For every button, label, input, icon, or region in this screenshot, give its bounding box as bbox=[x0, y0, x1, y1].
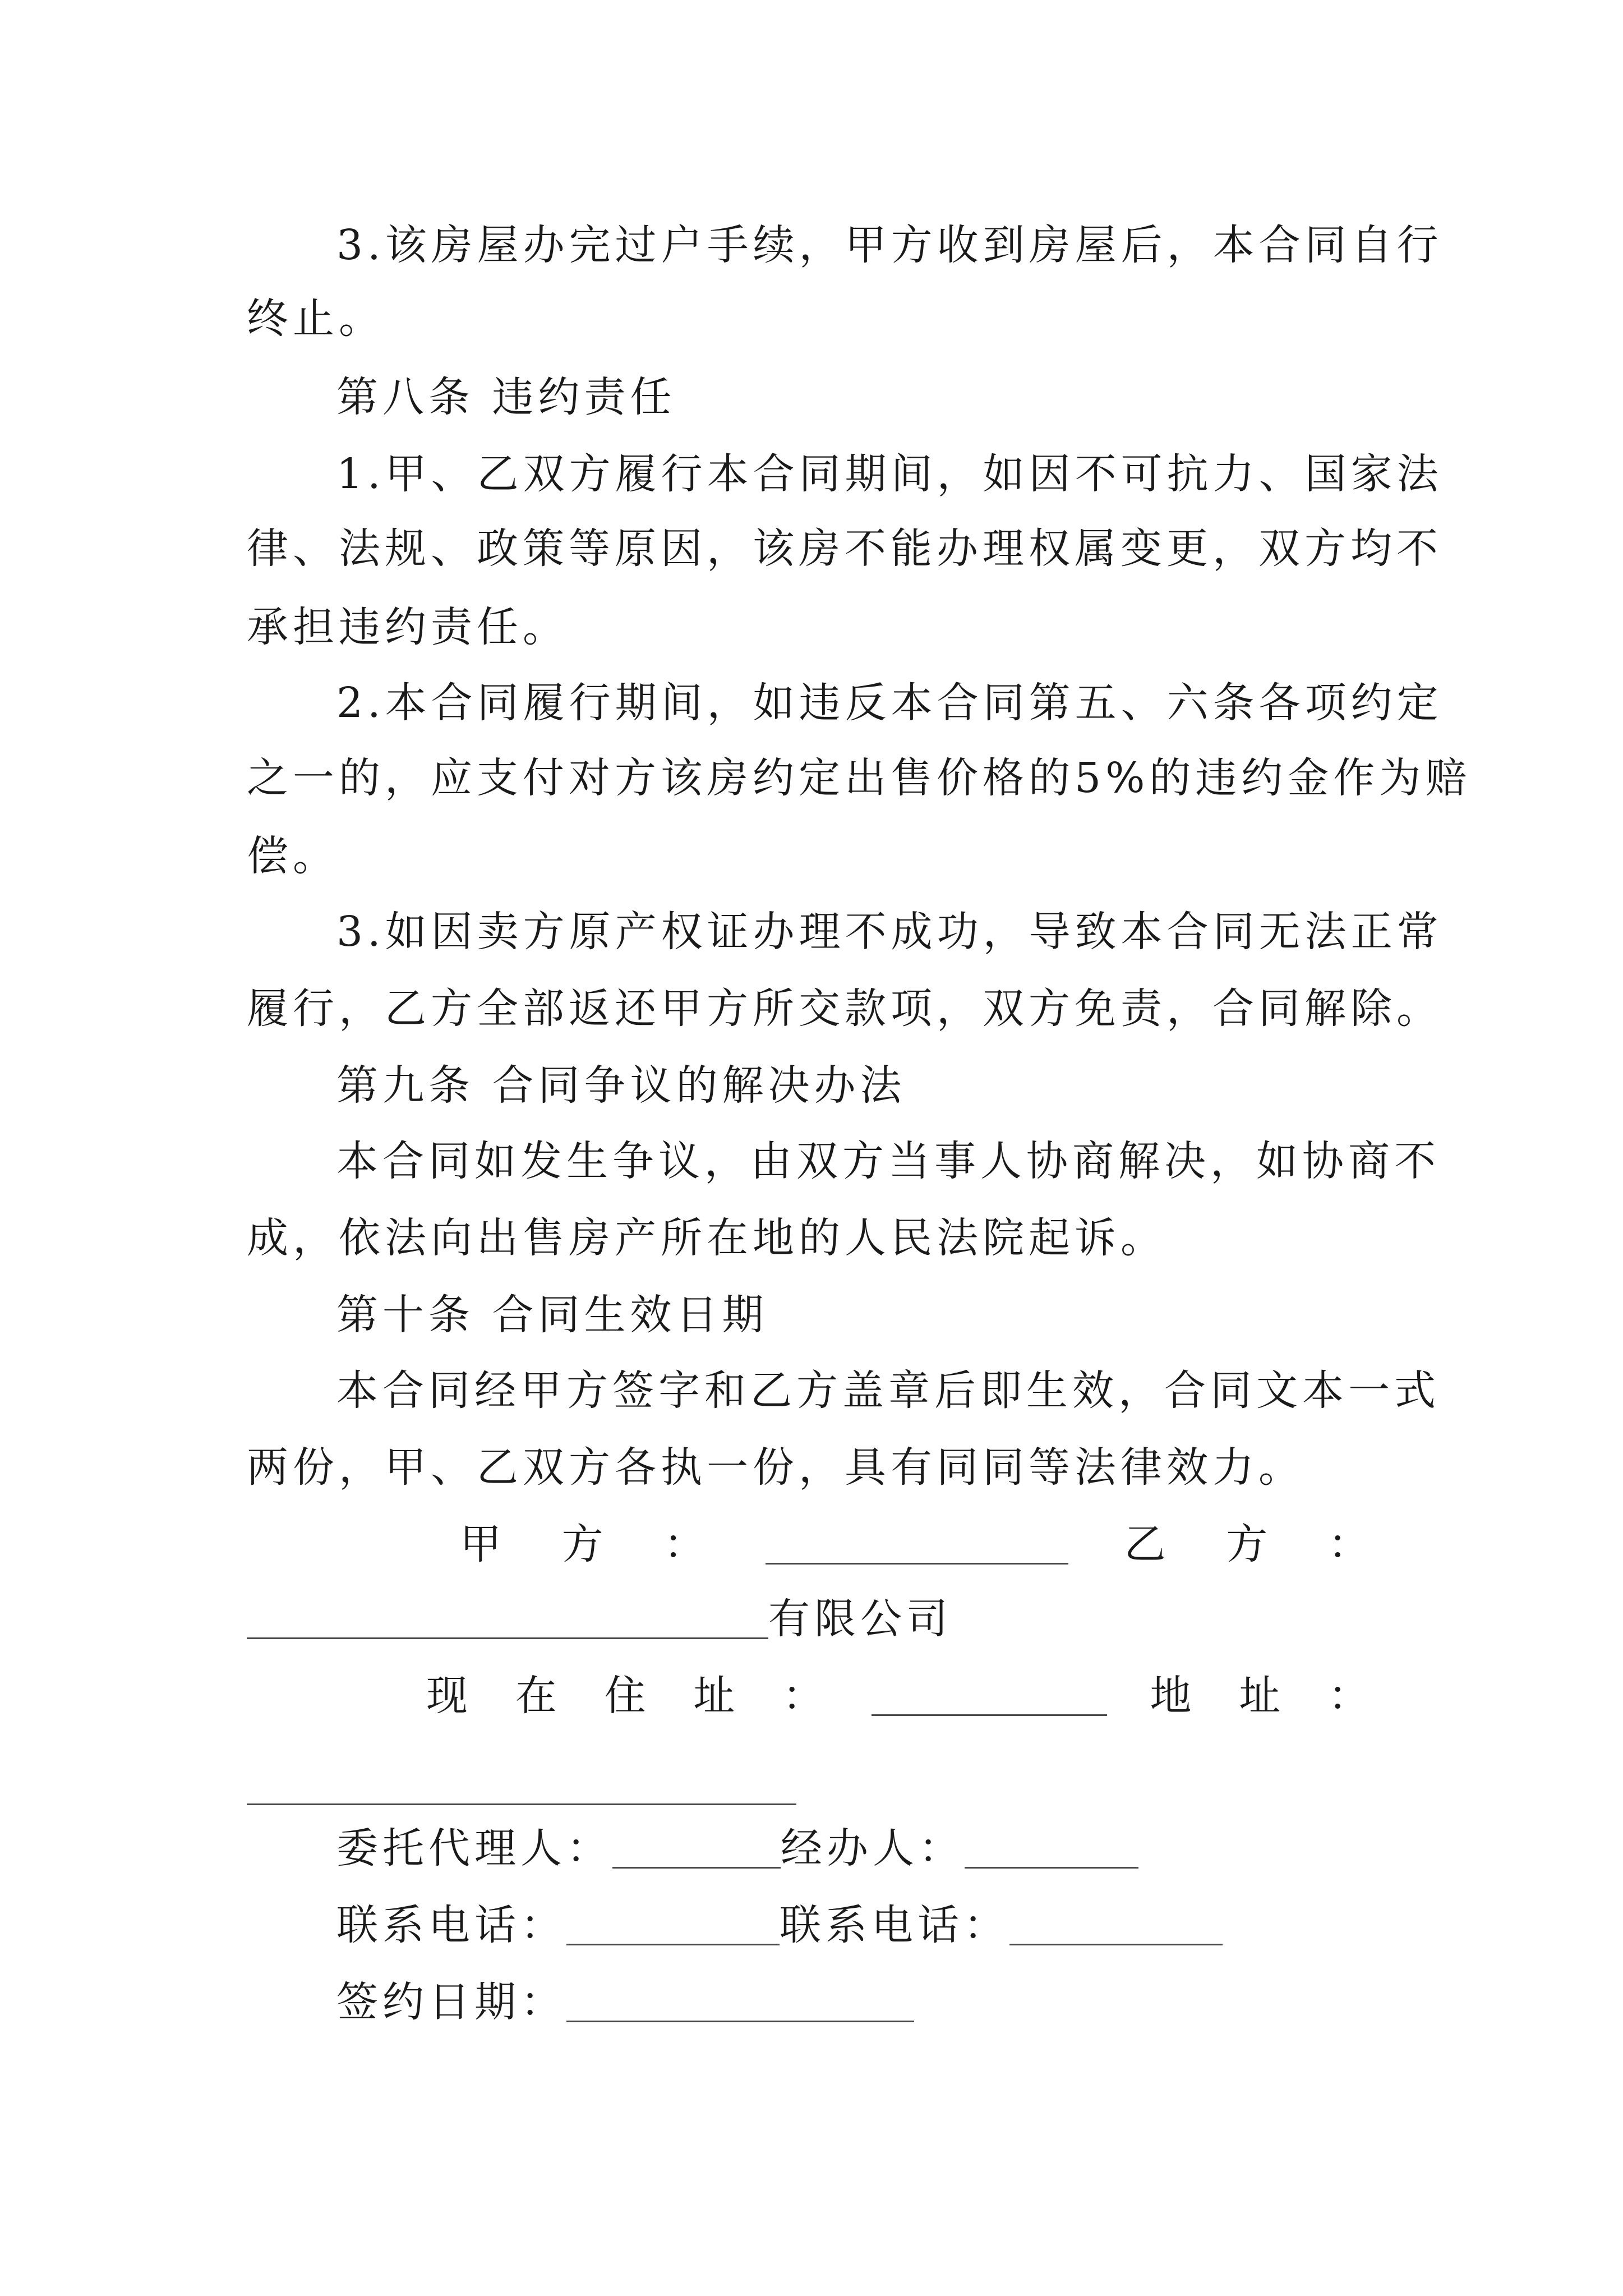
section10-heading: 第十条 合同生效日期 bbox=[336, 1291, 768, 1339]
agent-label: 委托代理人： bbox=[336, 1824, 612, 1872]
section8-item2-line2: 之一的，应支付对方该房约定出售价格的5%的违约金作为赔 bbox=[247, 754, 1472, 802]
party-b-company-field[interactable] bbox=[247, 1598, 768, 1639]
agent-field[interactable] bbox=[612, 1828, 781, 1869]
section9-body-line2: 成，依法向出售房产所在地的人民法院起诉。 bbox=[247, 1214, 1166, 1262]
section8-item2-line1: 2.本合同履行期间，如违反本合同第五、六条各项约定 bbox=[336, 679, 1443, 727]
section8-item3-line2: 履行，乙方全部返还甲方所交款项，双方免责，合同解除。 bbox=[247, 984, 1442, 1033]
section8-heading: 第八条 违约责任 bbox=[336, 373, 676, 421]
party-b-char-3: ： bbox=[1327, 1520, 1374, 1568]
party-a-name-field[interactable] bbox=[766, 1524, 1068, 1565]
address-a-char-5: ： bbox=[782, 1672, 828, 1720]
phone-b-field[interactable] bbox=[1009, 1904, 1223, 1945]
phone-row bbox=[336, 1897, 1223, 1953]
party-b-address-field[interactable] bbox=[247, 1803, 796, 1805]
address-a-char-4: 址 bbox=[693, 1672, 740, 1720]
section10-body-line1: 本合同经甲方签字和乙方盖章后即生效，合同文本一式 bbox=[336, 1366, 1440, 1415]
phone-b-label: 联系电话： bbox=[780, 1901, 1009, 1949]
date-label: 签约日期： bbox=[336, 1978, 566, 2026]
company-row bbox=[247, 1591, 952, 1647]
company-suffix: 有限公司 bbox=[768, 1595, 952, 1643]
section8-item1-line3: 承担违约责任。 bbox=[247, 603, 569, 651]
section9-heading: 第九条 合同争议的解决办法 bbox=[336, 1061, 906, 1110]
signature-party-row bbox=[460, 1516, 1374, 1572]
section8-item1-line2: 律、法规、政策等原因，该房不能办理权属变更，双方均不 bbox=[247, 524, 1442, 573]
section7-item3-line1: 3.该房屋办完过户手续，甲方收到房屋后，本合同自行 bbox=[336, 221, 1443, 269]
date-row bbox=[336, 1974, 914, 2030]
phone-a-field[interactable] bbox=[566, 1904, 780, 1945]
address-b-char-1: 地 bbox=[1150, 1672, 1196, 1720]
address-b-char-2: 址 bbox=[1239, 1672, 1285, 1720]
section8-item3-line1: 3.如因卖方原产权证办理不成功，导致本合同无法正常 bbox=[336, 908, 1443, 956]
address-a-char-1: 现 bbox=[426, 1672, 472, 1720]
address-row bbox=[426, 1668, 1374, 1724]
party-a-char-3: ： bbox=[663, 1520, 710, 1568]
section9-body-line1: 本合同如发生争议，由双方当事人协商解决，如协商不 bbox=[336, 1137, 1440, 1185]
section10-body-line2: 两份，甲、乙双方各执一份，具有同同等法律效力。 bbox=[247, 1443, 1304, 1492]
party-a-address-field[interactable] bbox=[872, 1675, 1107, 1716]
section8-item2-line3: 偿。 bbox=[247, 832, 339, 880]
address-b-char-3: ： bbox=[1328, 1672, 1374, 1720]
party-b-char-1: 乙 bbox=[1124, 1520, 1170, 1568]
party-a-char-1: 甲 bbox=[460, 1520, 506, 1568]
section8-item1-line1: 1.甲、乙双方履行本合同期间，如因不可抗力、国家法 bbox=[336, 450, 1443, 498]
party-b-char-2: 方 bbox=[1226, 1520, 1272, 1568]
address-a-char-3: 住 bbox=[604, 1672, 651, 1720]
handler-field[interactable] bbox=[965, 1828, 1138, 1869]
sign-date-field[interactable] bbox=[566, 1981, 914, 2022]
section7-item3-line2: 终止。 bbox=[247, 295, 385, 343]
phone-a-label: 联系电话： bbox=[336, 1901, 566, 1949]
agent-row bbox=[336, 1820, 1138, 1876]
party-a-char-2: 方 bbox=[561, 1520, 608, 1568]
address-a-char-2: 在 bbox=[515, 1672, 561, 1720]
handler-label: 经办人： bbox=[781, 1824, 965, 1872]
